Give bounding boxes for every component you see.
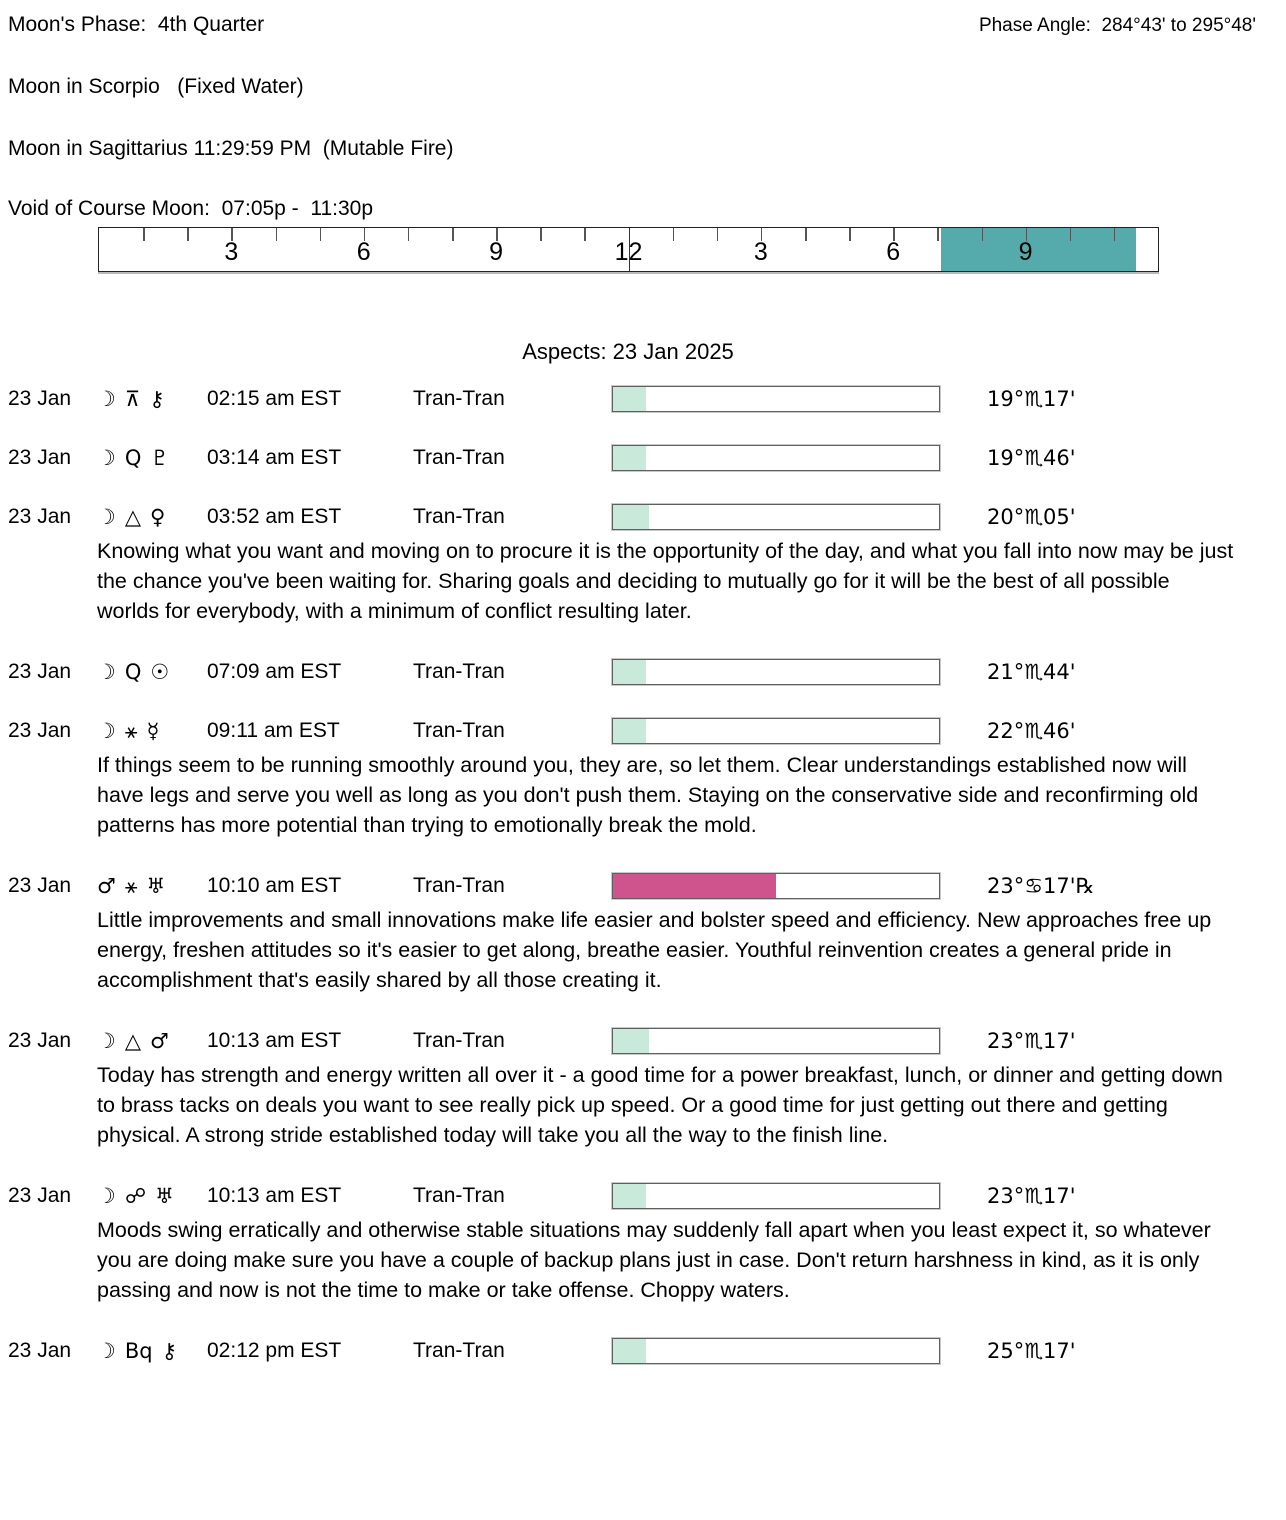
moon-icon: ☽: [97, 1184, 116, 1208]
moon-icon: ☽: [97, 1339, 116, 1363]
uranus-icon: ♅: [155, 1184, 174, 1208]
aspect-kind: Tran-Tran: [413, 1339, 505, 1362]
orb-progress-bar: [612, 873, 940, 899]
hour-tick: [805, 228, 807, 241]
aspect-date: 23 Jan: [8, 1184, 72, 1207]
aspect-kind: Tran-Tran: [413, 387, 505, 410]
aspect-time: 10:13 am EST: [207, 1029, 342, 1052]
chiron-icon: ⚷: [161, 1339, 177, 1363]
hour-tick: [849, 228, 851, 241]
orb-progress-fill: [613, 1184, 646, 1208]
sextile-icon: ⚹: [124, 873, 138, 898]
aspect-position: 25°♏17': [987, 1339, 1076, 1363]
aspect-row: [8, 1028, 1286, 1054]
hour-label: 6: [356, 238, 371, 266]
aspect-symbols: [97, 1184, 207, 1208]
orb-progress-fill: [613, 387, 646, 411]
biquintile-symbol: Bq: [124, 1339, 153, 1363]
aspect-row: [8, 873, 1286, 899]
moon-icon: ☽: [97, 505, 116, 529]
trine-icon: △: [124, 505, 141, 529]
aspect-kind: Tran-Tran: [413, 1029, 505, 1052]
orb-progress-fill: [613, 446, 646, 470]
moon-sign-next: Moon in Sagittarius 11:29:59 PM (Mutable Fire): [8, 137, 454, 160]
aspect-row: [8, 659, 1286, 685]
aspect-symbols: [97, 1029, 207, 1053]
orb-progress-bar: [612, 718, 940, 744]
aspect-position: 23°♏17': [987, 1029, 1076, 1053]
aspect-symbols: [97, 505, 207, 529]
orb-progress-bar: [612, 659, 940, 685]
aspect-row: [8, 504, 1286, 530]
aspect-symbols: [97, 874, 207, 899]
aspect-interpretation: Little improvements and small innovations make life easier and bolster speed and efficiency. New approaches free up energy, freshen attitudes so it's easier to get along, breathe easier. Youthful reinvention creates a general pride in accomplishment that's easily shared by all those creating it.: [97, 908, 1212, 992]
aspect-row: [8, 386, 1286, 412]
aspect-row-group: [8, 659, 1286, 685]
aspect-interpretation: Moods swing erratically and otherwise stable situations may suddenly fall apart when you least expect it, so whatever you are doing make sure you have a couple of backup plans just in case. Don't return harshness in kind, as it is only passing and now is not the time to make or take offense. Choppy waters.: [97, 1218, 1211, 1302]
aspect-interpretation: If things seem to be running smoothly around you, they are, so let them. Clear understandings established now will have legs and serve you well as long as you don't push them. Staying on the conservative side and reconfirming old patterns has more potential than trying to emotionally break the mold.: [97, 753, 1199, 837]
hour-label: 3: [224, 238, 239, 266]
aspect-date: 23 Jan: [8, 1339, 72, 1362]
orb-progress-fill: [613, 660, 646, 684]
aspect-time: 02:12 pm EST: [207, 1339, 342, 1362]
aspect-interpretation: Knowing what you want and moving on to procure it is the opportunity of the day, and what you fall into now may be just the chance you've been waiting for. Sharing goals and deciding to mutually go for it will be the best of all possible worlds for everybody, with a minimum of conflict resulting later.: [97, 539, 1234, 623]
phase-angle-label: Phase Angle: 284°43' to 295°48': [978, 15, 1256, 36]
venus-icon: ♀: [149, 505, 166, 529]
orb-progress-bar: [612, 386, 940, 412]
hour-tick: [540, 228, 542, 241]
hour-label: 12: [614, 238, 643, 266]
hour-tick: [1070, 228, 1072, 241]
aspect-date: 23 Jan: [8, 660, 72, 683]
aspect-position: 19°♏17': [987, 387, 1076, 411]
hour-label: 6: [886, 238, 901, 266]
voc-ruler: [98, 227, 1159, 272]
hour-tick: [982, 228, 984, 241]
aspect-time: 07:09 am EST: [207, 660, 342, 683]
aspect-time: 09:11 am EST: [207, 719, 340, 742]
aspects-list: [0, 386, 1286, 1364]
aspect-symbols: [97, 446, 207, 470]
orb-progress-fill: [613, 719, 646, 743]
hour-tick: [717, 228, 719, 241]
aspect-row-group: [8, 718, 1286, 840]
hour-tick: [276, 228, 278, 241]
aspect-position: 23°♋17'℞: [987, 874, 1095, 898]
moon-icon: ☽: [97, 387, 116, 411]
quincunx-icon: ⊼: [124, 387, 141, 411]
aspect-time: 10:10 am EST: [207, 874, 342, 897]
aspect-date: 23 Jan: [8, 719, 72, 742]
aspect-date: 23 Jan: [8, 505, 72, 528]
aspect-position: 21°♏44': [987, 660, 1076, 684]
aspect-kind: Tran-Tran: [413, 719, 505, 742]
orb-progress-bar: [612, 504, 940, 530]
voc-highlight: [941, 228, 1136, 271]
aspect-position: 19°♏46': [987, 446, 1076, 470]
moon-icon: ☽: [97, 446, 116, 470]
aspect-date: 23 Jan: [8, 387, 72, 410]
moon-phase-label: Moon's Phase: 4th Quarter: [8, 13, 265, 36]
aspect-row-group: [8, 504, 1286, 626]
orb-progress-fill: [613, 1029, 649, 1053]
aspect-date: 23 Jan: [8, 1029, 72, 1052]
aspect-symbols: [97, 1339, 207, 1363]
orb-progress-bar: [612, 445, 940, 471]
hour-tick: [1114, 228, 1116, 241]
aspect-row-group: [8, 445, 1286, 471]
aspect-date: 23 Jan: [8, 446, 72, 469]
hour-tick: [143, 228, 145, 241]
moon-icon: ☽: [97, 1029, 116, 1053]
sun-icon: ☉: [150, 660, 170, 684]
quintile-symbol: Q: [124, 446, 142, 470]
aspect-row-group: [8, 386, 1286, 412]
aspect-symbols: [97, 660, 207, 684]
aspect-kind: Tran-Tran: [413, 660, 505, 683]
aspect-row: [8, 445, 1286, 471]
aspect-time: 03:52 am EST: [207, 505, 342, 528]
aspect-time: 02:15 am EST: [207, 387, 342, 410]
aspect-row-group: [8, 873, 1286, 995]
hour-tick: [452, 228, 454, 241]
aspect-symbols: [97, 387, 207, 411]
header-row: [0, 0, 1286, 37]
moon-sign-current: Moon in Scorpio (Fixed Water): [8, 75, 304, 98]
moon-icon: ☽: [97, 718, 116, 743]
aspect-kind: Tran-Tran: [413, 505, 505, 528]
aspect-position: 22°♏46': [987, 719, 1076, 743]
aspect-row: [8, 718, 1286, 744]
aspect-kind: Tran-Tran: [413, 1184, 505, 1207]
aspects-title: Aspects: 23 Jan 2025: [522, 339, 734, 364]
opposition-icon: ☍: [124, 1184, 147, 1208]
aspect-date: 23 Jan: [8, 874, 72, 897]
mars-icon: ♂: [149, 1029, 169, 1053]
aspect-symbols: [97, 719, 207, 744]
orb-progress-bar: [612, 1338, 940, 1364]
orb-progress-bar: [612, 1028, 940, 1054]
aspect-position: 20°♏05': [987, 505, 1076, 529]
trine-icon: △: [124, 1029, 141, 1053]
mars-icon: ♂: [97, 873, 116, 898]
aspect-time: 10:13 am EST: [207, 1184, 342, 1207]
aspect-row: [8, 1338, 1286, 1364]
pluto-icon: ♇: [150, 446, 170, 470]
orb-progress-fill: [613, 874, 776, 898]
orb-progress-fill: [613, 1339, 646, 1363]
aspect-time: 03:14 am EST: [207, 446, 342, 469]
aspect-row-group: [8, 1338, 1286, 1364]
orb-progress-fill: [613, 505, 649, 529]
moon-icon: ☽: [97, 660, 116, 684]
aspect-row-group: [8, 1028, 1286, 1150]
hour-tick: [187, 228, 189, 241]
mercury-icon: ☿: [146, 718, 160, 743]
hour-tick: [673, 228, 675, 241]
void-of-course-label: Void of Course Moon: 07:05p - 11:30p: [8, 197, 374, 220]
hour-label: 9: [1018, 238, 1033, 266]
aspect-position: 23°♏17': [987, 1184, 1076, 1208]
aspect-kind: Tran-Tran: [413, 874, 505, 897]
hour-tick: [937, 228, 939, 241]
aspect-row-group: [8, 1183, 1286, 1305]
orb-progress-bar: [612, 1183, 940, 1209]
hour-label: 3: [753, 238, 768, 266]
hour-label: 9: [489, 238, 504, 266]
quintile-symbol: Q: [124, 660, 142, 684]
uranus-icon: ♅: [146, 873, 166, 898]
aspect-kind: Tran-Tran: [413, 446, 505, 469]
hour-tick: [320, 228, 322, 241]
hour-tick: [408, 228, 410, 241]
aspect-interpretation: Today has strength and energy written all over it - a good time for a power breakfast, lunch, or dinner and getting down to brass tacks on deals you want to see really pick up speed. Or a good time for just getting out there and getting physical. A strong stride established today will take you all the way to the finish line.: [97, 1063, 1223, 1147]
hour-tick: [584, 228, 586, 241]
sextile-icon: ⚹: [124, 718, 138, 743]
aspect-row: [8, 1183, 1286, 1209]
chiron-icon: ⚷: [149, 387, 165, 411]
